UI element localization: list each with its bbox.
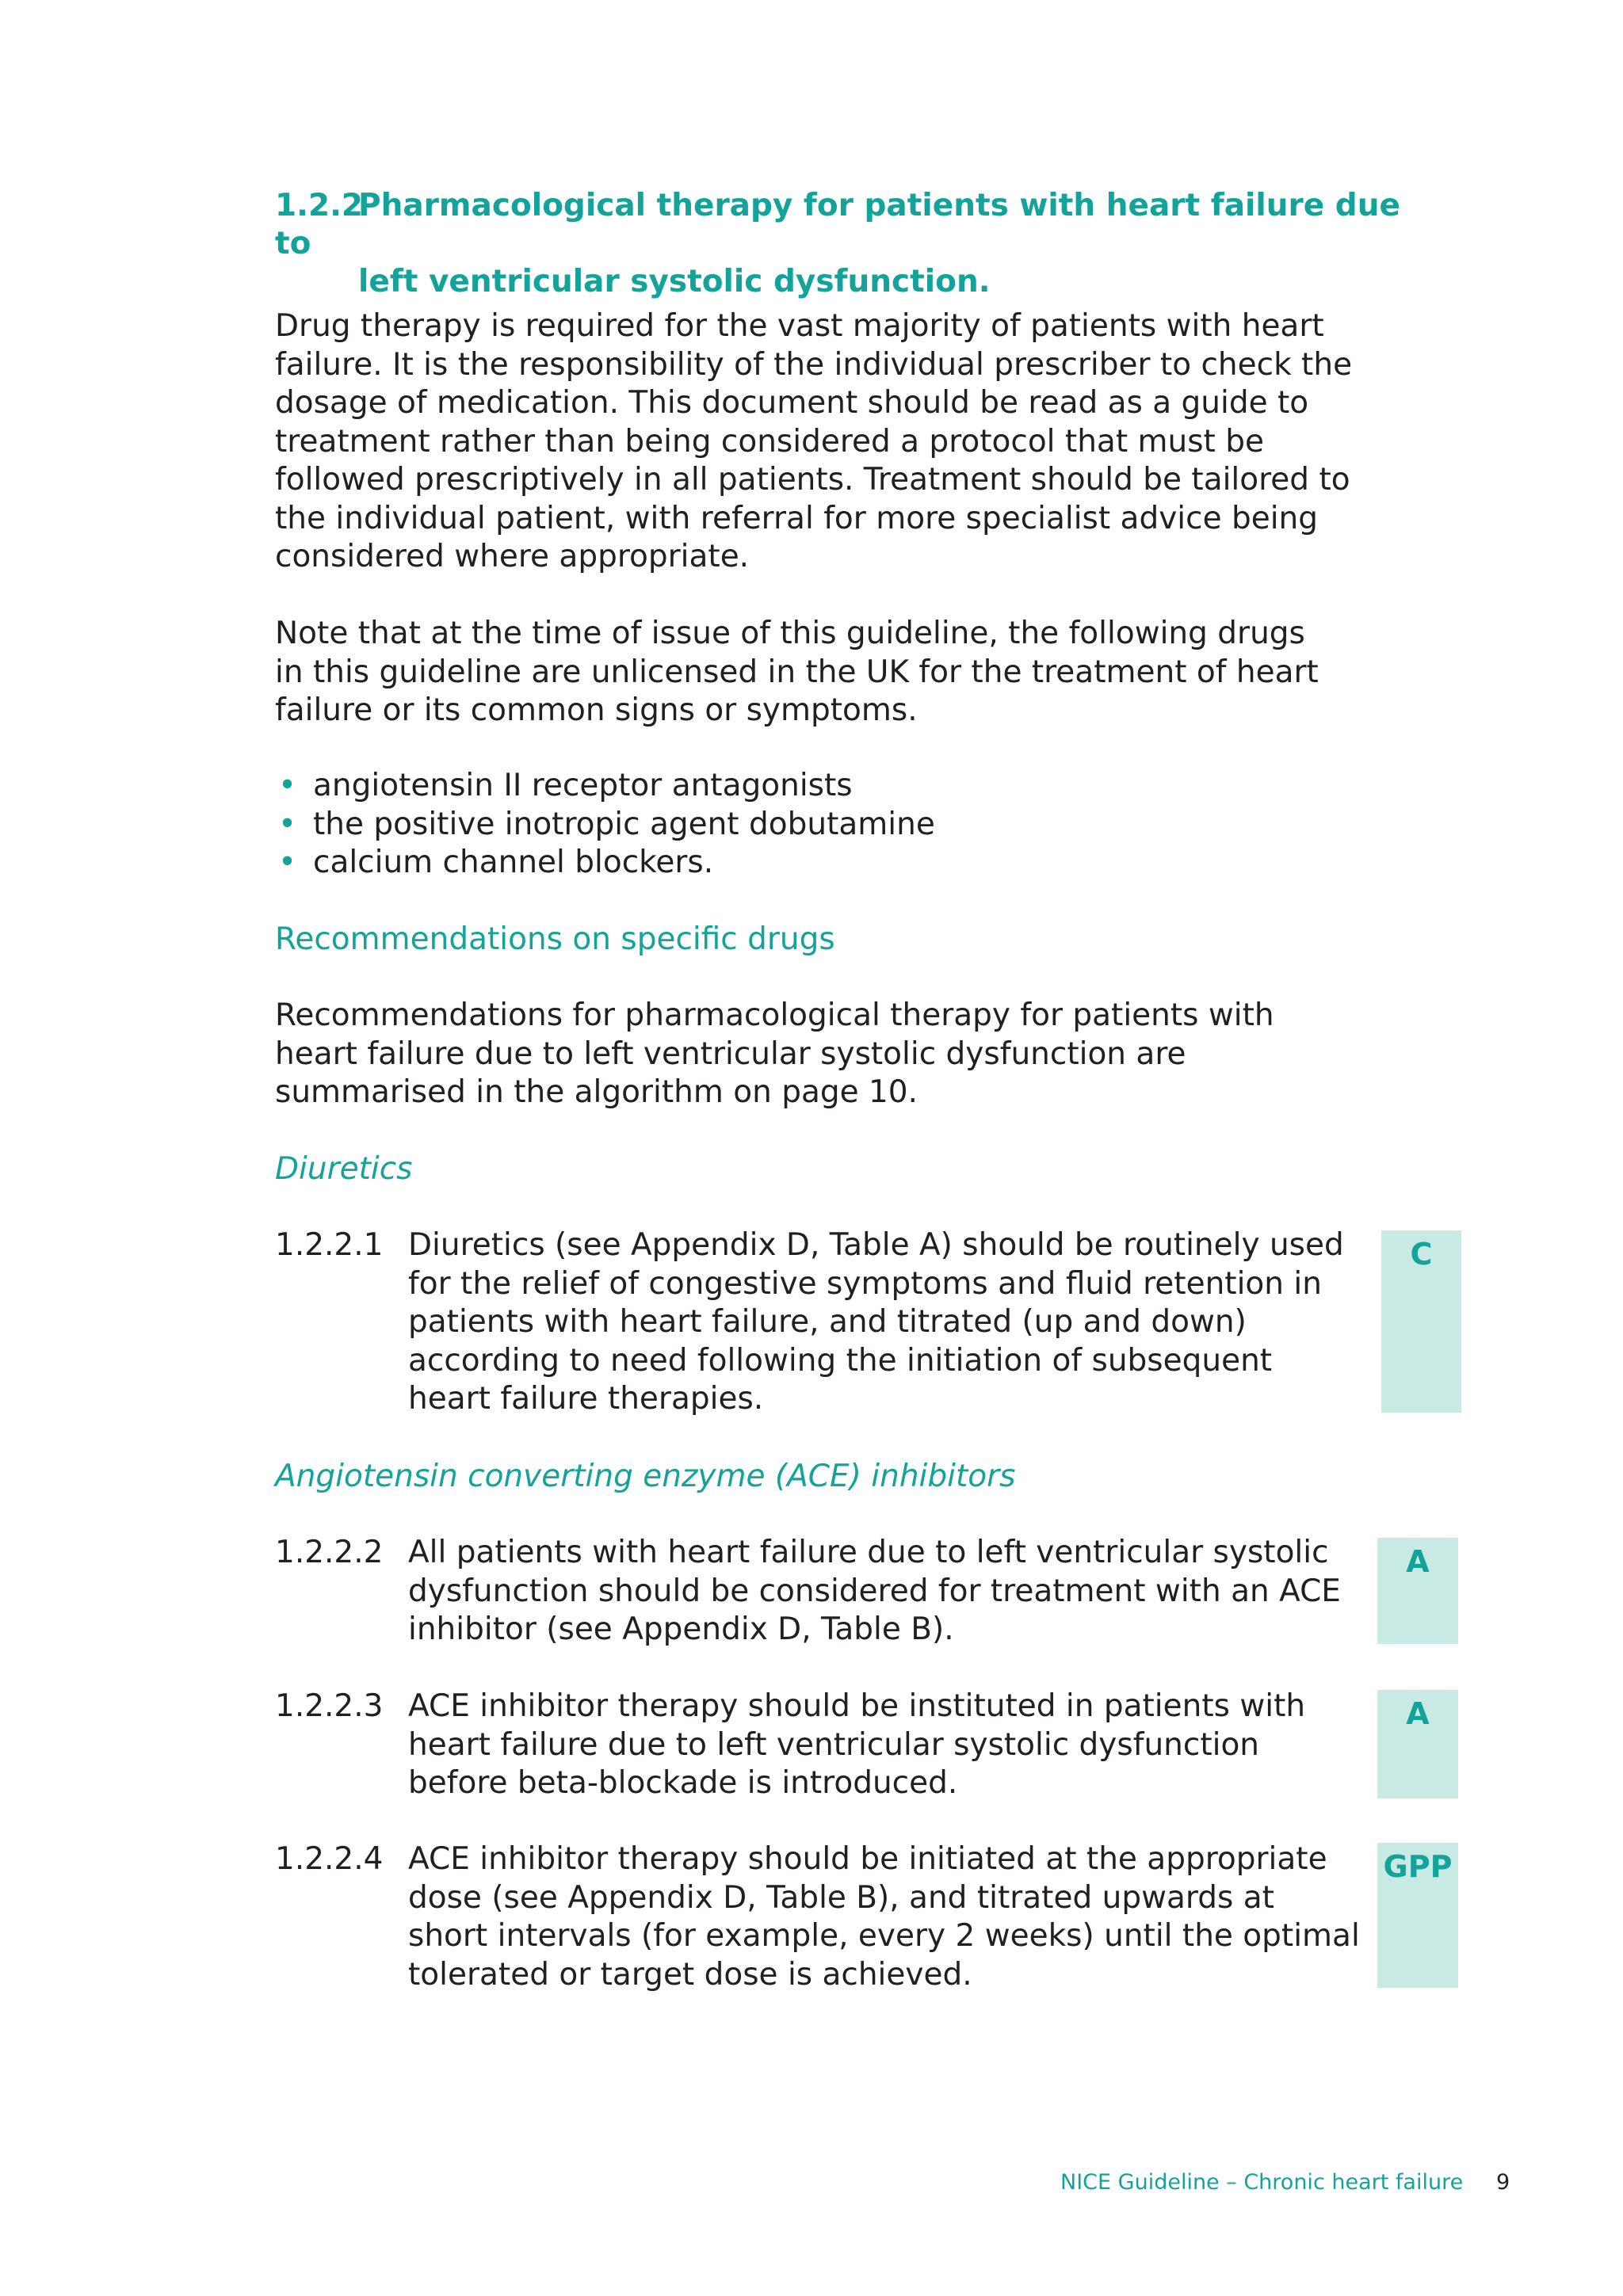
unlicensed-drugs-list — [275, 767, 1305, 883]
paragraph-line: Recommendations for pharmacological therapy for patients with — [275, 997, 1274, 1033]
recommendation-line: heart failure therapies. — [408, 1381, 764, 1417]
recommendation-line: tolerated or target dose is achieved. — [408, 1956, 972, 1993]
paragraph-line: considered where appropriate. — [275, 539, 750, 574]
recommendation-line: before beta-blockade is introduced. — [408, 1765, 958, 1801]
section-title-line-2: left ventricular systolic dysfunction. — [358, 264, 991, 299]
list-item-text: angiotensin II receptor antagonists — [313, 768, 853, 803]
recommendation-line: ACE inhibitor therapy should be instituted in patients with — [408, 1688, 1306, 1724]
diuretics-heading: Diuretics — [275, 1151, 413, 1187]
section-title-line-1: Pharmacological therapy for patients with heart failure due to — [275, 188, 1400, 261]
bullet-icon: • — [278, 768, 297, 803]
paragraph-line: the individual patient, with referral for more specialist advice being — [275, 500, 1319, 536]
recommendation-line: ACE inhibitor therapy should be initiated at the appropriate — [408, 1841, 1327, 1877]
paragraph-line: dosage of medication. This document should be read as a guide to — [275, 385, 1309, 421]
recommendation-number: 1.2.2.1 — [275, 1227, 384, 1263]
section-heading — [275, 187, 1424, 301]
recommendation-text — [408, 1840, 1383, 1994]
footer-title: NICE Guideline – Chronic heart failure — [1060, 2170, 1464, 2195]
recommendation-text — [408, 1226, 1383, 1419]
recommendation-line: Diuretics (see Appendix D, Table A) should be routinely used — [408, 1227, 1344, 1263]
list-item — [275, 844, 1305, 883]
recommendations-heading: Recommendations on specific drugs — [275, 921, 835, 957]
grade-badge: A — [1377, 1690, 1458, 1798]
grade-badge: GPP — [1377, 1843, 1458, 1988]
paragraph-line: Drug therapy is required for the vast majority of patients with heart — [275, 308, 1324, 344]
grade-badge: C — [1381, 1230, 1461, 1413]
recommendation-number: 1.2.2.4 — [275, 1841, 384, 1877]
paragraph-line: summarised in the algorithm on page 10. — [275, 1074, 918, 1110]
note-paragraph — [275, 615, 1384, 730]
recommendation-number: 1.2.2.2 — [275, 1535, 384, 1570]
recommendation-line: dysfunction should be considered for treatment with an ACE — [408, 1573, 1341, 1609]
recommendation-line: All patients with heart failure due to left ventricular systolic — [408, 1535, 1329, 1570]
paragraph-line: followed prescriptively in all patients. Treatment should be tailored to — [275, 462, 1350, 498]
recommendation-line: short intervals (for example, every 2 weeks) until the optimal — [408, 1918, 1360, 1954]
paragraph-line: treatment rather than being considered a protocol that must be — [275, 423, 1264, 460]
recommendation-line: patients with heart failure, and titrated (up and down) — [408, 1304, 1247, 1340]
bullet-icon: • — [278, 806, 297, 842]
recommendation-line: for the relief of congestive symptoms and fluid retention in — [408, 1265, 1322, 1302]
paragraph-line: in this guideline are unlicensed in the UK for the treatment of heart — [275, 654, 1319, 690]
recommendation-line: according to need following the initiation of subsequent — [408, 1342, 1273, 1379]
recommendation-line: heart failure due to left ventricular systolic dysfunction — [408, 1726, 1260, 1763]
recommendation-line: dose (see Appendix D, Table B), and titrated upwards at — [408, 1879, 1274, 1916]
recommendation-line: inhibitor (see Appendix D, Table B). — [408, 1611, 954, 1647]
list-item — [275, 806, 1305, 845]
page-number: 9 — [1496, 2170, 1510, 2195]
grade-badge: A — [1377, 1538, 1458, 1644]
ace-inhibitors-heading: Angiotensin converting enzyme (ACE) inhibitors — [275, 1459, 1016, 1494]
recommendations-intro — [275, 997, 1384, 1112]
intro-paragraph — [275, 307, 1384, 577]
list-item-text: the positive inotropic agent dobutamine — [313, 806, 935, 842]
list-item — [275, 767, 1305, 806]
list-item-text: calcium channel blockers. — [313, 845, 714, 880]
paragraph-line: heart failure due to left ventricular systolic dysfunction are — [275, 1035, 1186, 1072]
paragraph-line: failure or its common signs or symptoms. — [275, 692, 918, 728]
recommendation-text — [408, 1534, 1383, 1650]
bullet-icon: • — [278, 845, 297, 880]
recommendation-text — [408, 1688, 1383, 1803]
recommendation-number: 1.2.2.3 — [275, 1688, 384, 1724]
section-number: 1.2.2 — [275, 188, 364, 223]
paragraph-line: Note that at the time of issue of this guideline, the following drugs — [275, 616, 1305, 651]
paragraph-line: failure. It is the responsibility of the individual prescriber to check the — [275, 346, 1353, 383]
